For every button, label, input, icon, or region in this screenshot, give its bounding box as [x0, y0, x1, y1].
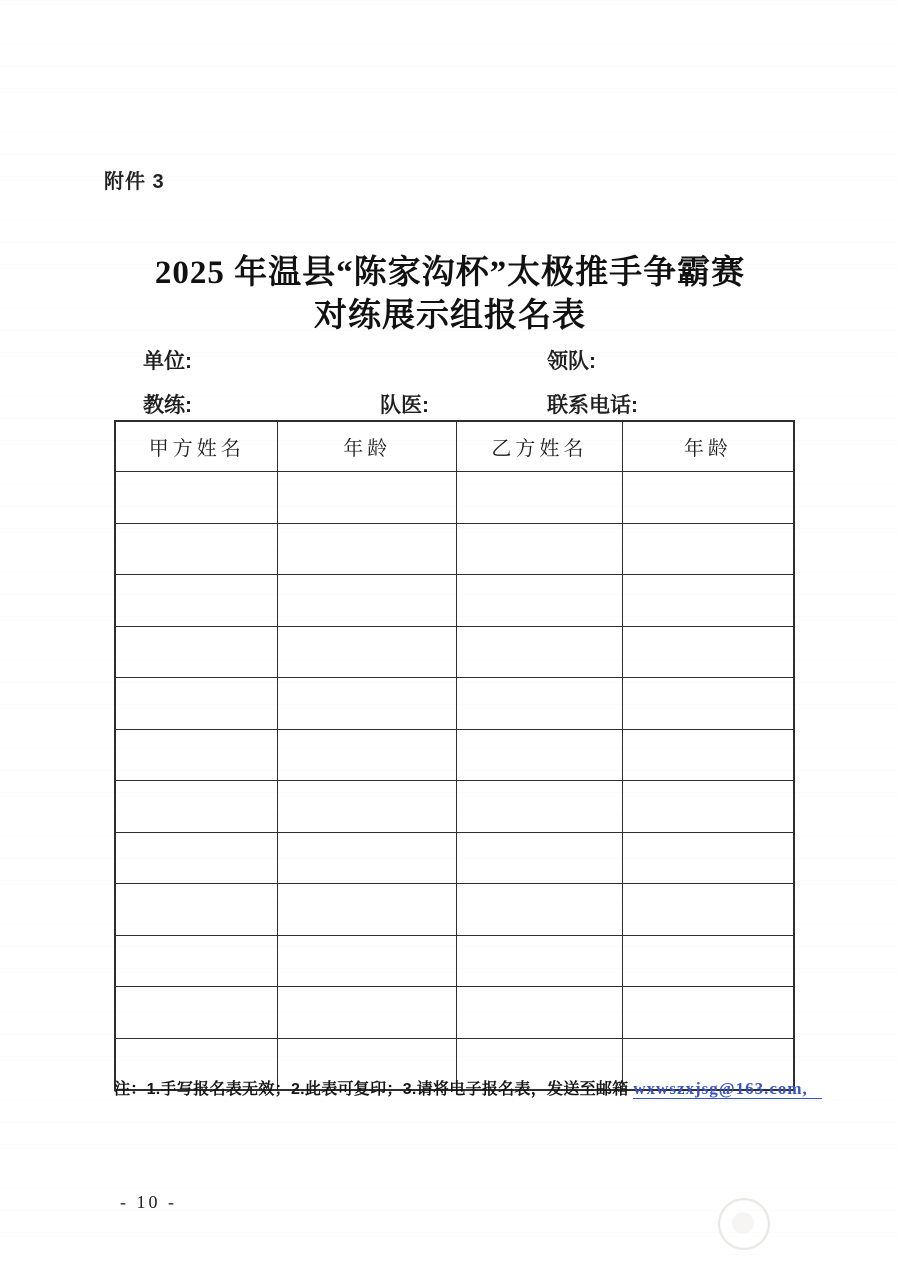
- table-cell-empty: [622, 935, 794, 987]
- table-cell-empty: [115, 678, 278, 730]
- table-cell-empty: [622, 987, 794, 1039]
- footer-note-text: 注：1.手写报名表无效；2.此表可复印；3.请将电子报名表，发送至邮箱: [114, 1081, 634, 1098]
- table-row: [115, 678, 794, 730]
- table-cell-empty: [622, 575, 794, 627]
- table-cell-empty: [622, 472, 794, 524]
- table-cell-empty: [278, 729, 457, 781]
- table-cell-empty: [457, 884, 623, 936]
- table-row: [115, 781, 794, 833]
- table-cell-empty: [115, 987, 278, 1039]
- table-cell-empty: [115, 781, 278, 833]
- table-cell-empty: [622, 626, 794, 678]
- seal-watermark-icon: [718, 1198, 770, 1250]
- table-header-row: [115, 421, 794, 472]
- attachment-label: 附件 3: [104, 171, 165, 193]
- table-cell-empty: [115, 832, 278, 884]
- col-header-party-a-name: 甲方姓名: [115, 421, 278, 472]
- table-cell-empty: [115, 472, 278, 524]
- table-cell-empty: [278, 935, 457, 987]
- table-cell-empty: [457, 678, 623, 730]
- table-row: [115, 626, 794, 678]
- table-cell-empty: [457, 626, 623, 678]
- col-header-age-a: 年龄: [278, 421, 457, 472]
- table-row: [115, 884, 794, 936]
- table-cell-empty: [622, 729, 794, 781]
- table-row: [115, 935, 794, 987]
- table-cell-empty: [457, 987, 623, 1039]
- table-cell-empty: [278, 987, 457, 1039]
- table-row: [115, 472, 794, 524]
- title-line-2: 对练展示组报名表: [314, 298, 586, 334]
- table-cell-empty: [278, 523, 457, 575]
- table-cell-empty: [278, 884, 457, 936]
- table-row: [115, 575, 794, 627]
- table-cell-empty: [457, 729, 623, 781]
- table-cell-empty: [278, 472, 457, 524]
- field-label-team-leader: 领队:: [547, 350, 596, 373]
- field-label-unit: 单位:: [143, 350, 192, 373]
- table-cell-empty: [622, 832, 794, 884]
- table-cell-empty: [457, 935, 623, 987]
- col-header-party-b-name: 乙方姓名: [457, 421, 623, 472]
- table-row: [115, 832, 794, 884]
- table-cell-empty: [622, 678, 794, 730]
- table-cell-empty: [115, 523, 278, 575]
- table-cell-empty: [278, 678, 457, 730]
- table-cell-empty: [457, 575, 623, 627]
- table-cell-empty: [457, 832, 623, 884]
- table-cell-empty: [115, 626, 278, 678]
- table-cell-empty: [115, 575, 278, 627]
- col-header-age-b: 年龄: [622, 421, 794, 472]
- table-cell-empty: [115, 729, 278, 781]
- table-cell-empty: [457, 781, 623, 833]
- document-title: [0, 252, 900, 338]
- page-number: - 10 -: [120, 1192, 177, 1212]
- table-cell-empty: [278, 781, 457, 833]
- table-row: [115, 729, 794, 781]
- table-row: [115, 987, 794, 1039]
- table-cell-empty: [457, 523, 623, 575]
- table-cell-empty: [115, 884, 278, 936]
- table-cell-empty: [278, 626, 457, 678]
- registration-table: [114, 420, 795, 1091]
- table-cell-empty: [622, 884, 794, 936]
- table-cell-empty: [457, 472, 623, 524]
- email-link[interactable]: wxwszxjsg@163.com,: [633, 1079, 822, 1099]
- table-cell-empty: [278, 832, 457, 884]
- table-cell-empty: [622, 781, 794, 833]
- footer-note: [114, 1076, 814, 1099]
- table-body: [115, 472, 794, 1091]
- field-label-team-doctor: 队医:: [380, 394, 429, 417]
- table-cell-empty: [278, 575, 457, 627]
- table-cell-empty: [115, 935, 278, 987]
- field-label-contact-phone: 联系电话:: [547, 394, 638, 417]
- title-line-1: 2025 年温县“陈家沟杯”太极推手争霸赛: [154, 255, 746, 291]
- field-label-coach: 教练:: [143, 394, 192, 417]
- table-row: [115, 523, 794, 575]
- table-cell-empty: [622, 523, 794, 575]
